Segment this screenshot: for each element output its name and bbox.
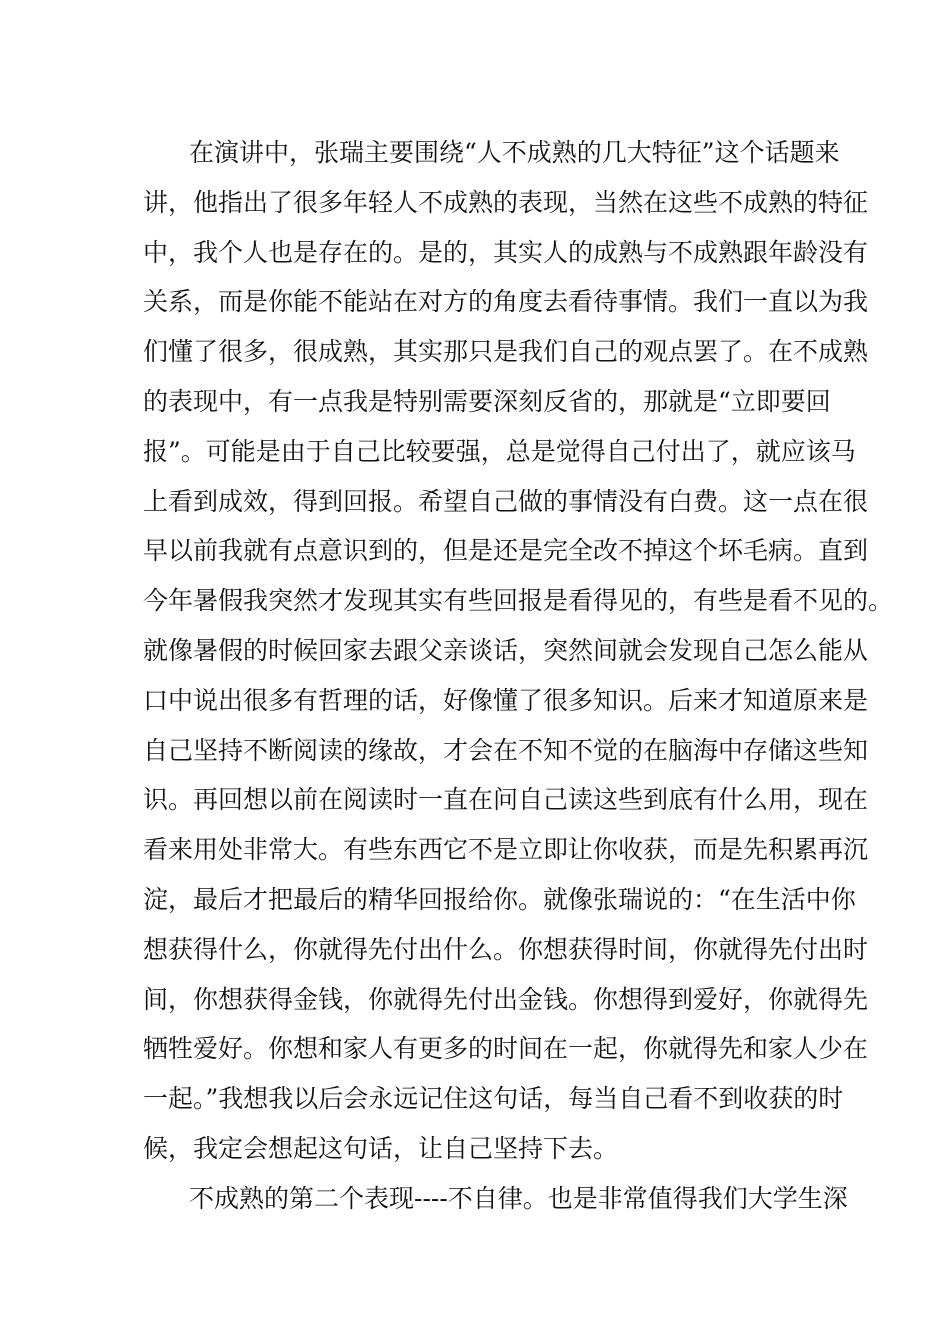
paragraph-line: 不成熟的第二个表现----不自律。也是非常值得我们大学生深 (189, 1183, 848, 1213)
paragraph-line: 今年暑假我突然才发现其实有些回报是看得见的，有些是看不见的。 (143, 586, 894, 616)
paragraph-line: 报”。可能是由于自己比较要强，总是觉得自己付出了，就应该马 (143, 436, 856, 466)
paragraph-line: 候，我定会想起这句话，让自己坚持下去。 (143, 1133, 619, 1163)
paragraph-line: 想获得什么，你就得先付出什么。你想获得时间，你就得先付出时 (143, 934, 869, 964)
body-text (143, 128, 894, 1224)
paragraph-line: 就像暑假的时候回家去跟父亲谈话，突然间就会发现自己怎么能从 (143, 635, 869, 665)
paragraph-2 (143, 1174, 848, 1224)
paragraph-1 (143, 128, 894, 1174)
paragraph-line: 间，你想获得金钱，你就得先付出金钱。你想得到爱好，你就得先 (143, 984, 869, 1014)
paragraph-line: 自己坚持不断阅读的缘故，才会在不知不觉的在脑海中存储这些知 (143, 735, 869, 765)
paragraph-line: 中，我个人也是存在的。是的，其实人的成熟与不成熟跟年龄没有 (143, 237, 869, 267)
paragraph-line: 一起。”我想我以后会永远记住这句话，每当自己看不到收获的时 (143, 1084, 844, 1114)
paragraph-line: 口中说出很多有哲理的话，好像懂了很多知识。后来才知道原来是 (143, 685, 869, 715)
paragraph-line: 上看到成效，得到回报。希望自己做的事情没有白费。这一点在很 (143, 486, 869, 516)
paragraph-line: 关系，而是你能不能站在对方的角度去看待事情。我们一直以为我 (143, 287, 869, 317)
paragraph-line: 们懂了很多，很成熟，其实那只是我们自己的观点罢了。在不成熟 (143, 337, 869, 367)
paragraph-line: 讲，他指出了很多年轻人不成熟的表现，当然在这些不成熟的特征 (143, 187, 869, 217)
paragraph-line: 淀，最后才把最后的精华回报给你。就像张瑞说的：“在生活中你 (143, 884, 856, 914)
paragraph-line: 早以前我就有点意识到的，但是还是完全改不掉这个坏毛病。直到 (143, 536, 869, 566)
paragraph-line: 牺牲爱好。你想和家人有更多的时间在一起，你就得先和家人少在 (143, 1034, 869, 1064)
paragraph-line: 的表现中，有一点我是特别需要深刻反省的，那就是“立即要回 (143, 386, 831, 416)
paragraph-line: 识。再回想以前在阅读时一直在问自己读这些到底有什么用，现在 (143, 785, 869, 815)
paragraph-line: 在演讲中，张瑞主要围绕“人不成熟的几大特征”这个话题来 (189, 138, 840, 167)
paragraph-line: 看来用处非常大。有些东西它不是立即让你收获，而是先积累再沉 (143, 835, 869, 865)
